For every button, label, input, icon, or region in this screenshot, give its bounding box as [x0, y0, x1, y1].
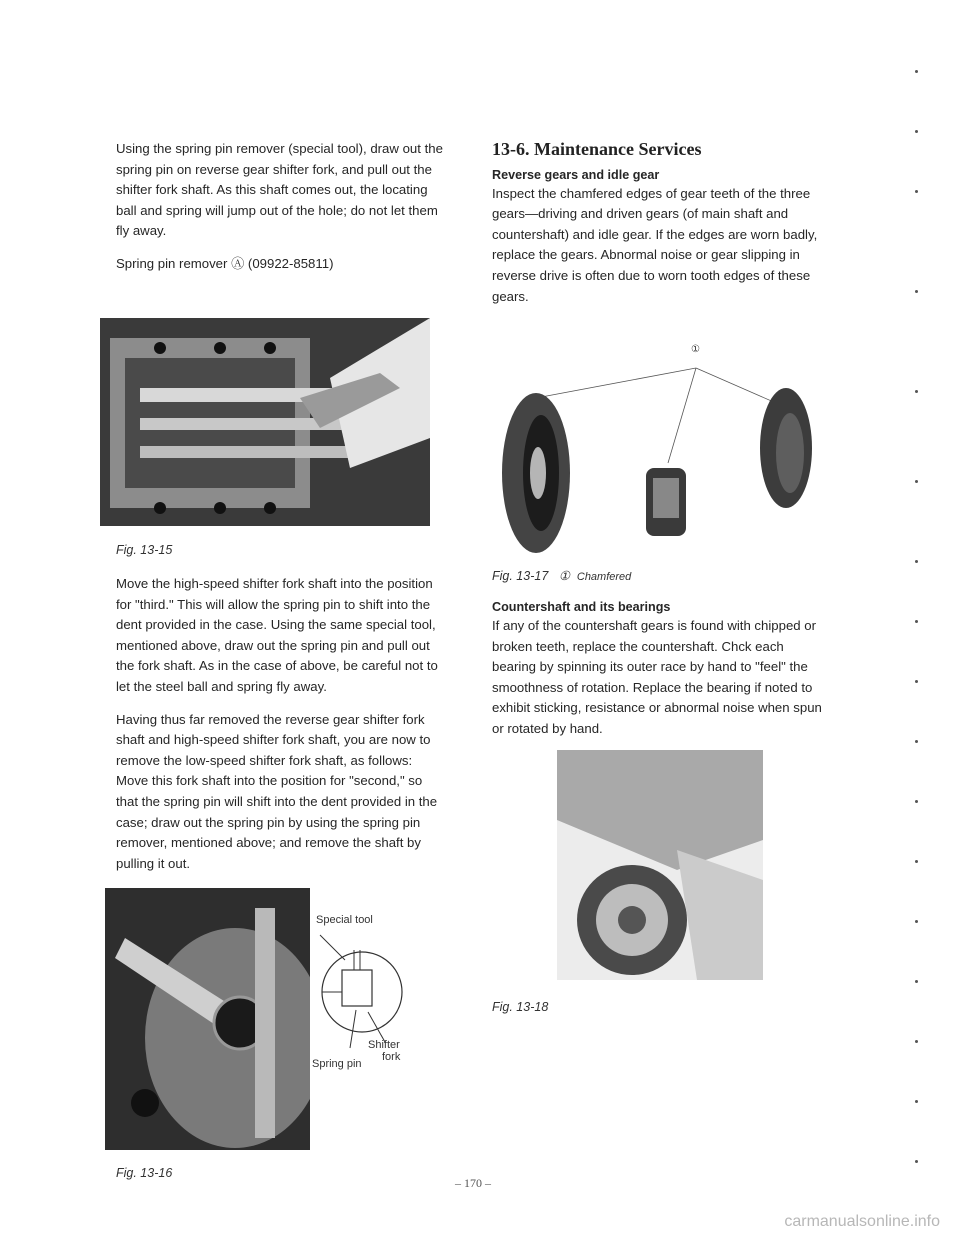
inset-label-shifter: Shifter: [368, 1039, 400, 1051]
right-column: [492, 139, 822, 319]
photo-bearing-check: [557, 750, 763, 980]
para-low-speed-shaft: Having thus far removed the reverse gear shifter fork shaft and high-speed shifter fork shaft, you are now to remove the low-speed shifter fork shaft, as follows: Move this fork shaft into the position for "second," so that the spring pin will shift into the dent provided in the case; draw out the spring pin by using the spring pin remover, mentioned above; and remove the shaft by pulling it out.: [116, 711, 438, 871]
left-column-middle: [116, 574, 446, 886]
tool-reference: Spring pin remover Ⓐ (09922-85811): [116, 255, 334, 271]
fig-13-17-marker: ①: [558, 569, 570, 583]
inset-label-fork: fork: [382, 1051, 401, 1063]
left-column: [116, 139, 446, 287]
fig-13-17-label: Chamfered: [576, 571, 632, 583]
inset-diagram: [310, 930, 420, 1060]
para-high-speed-shaft: Move the high-speed shifter fork shaft into the position for "third." This will allow the spring pin to shift into the dent provided in the case. Using the same special tool, mentioned above, draw out the spring pin and pull out the fork shaft. As in the case of above, be careful not to let the steel ball and spring fly away.: [116, 576, 438, 694]
fig-13-17-number: Fig. 13-17: [492, 569, 549, 583]
photo-three-gears: [496, 358, 830, 556]
subhead-reverse-gears: Reverse gears and idle gear: [492, 167, 660, 182]
scan-margin-marks: [906, 60, 918, 1180]
fig-13-16-caption: Fig. 13-16: [116, 1166, 173, 1180]
page-number: – 170 –: [455, 1176, 491, 1190]
inset-label-spring-pin: Spring pin: [312, 1058, 362, 1070]
para-spring-pin-remover: Using the spring pin remover (special tool), draw out the spring pin on reverse gear shifter fork, and pull out the shifter fork shaft. As this shaft comes out, the locating ball and spring will jump out of the hole; do not let them fly away.: [116, 141, 443, 239]
subhead-countershaft: Countershaft and its bearings: [492, 600, 671, 614]
right-column-middle: [492, 598, 822, 752]
fig-13-17-caption: [492, 568, 631, 583]
section-heading: 13-6. Maintenance Services: [492, 139, 702, 159]
para-reverse-gears: Inspect the chamfered edges of gear teeth of the three gears—driving and driven gears (of main shaft and countershaft) and idle gear. If the edges are worn badly, replace the gears. Abnormal noise or gear slipping in reverse drive is often due to worn tooth edges of these gears.: [492, 185, 818, 304]
inset-label-special-tool: Special tool: [316, 914, 373, 926]
fig-13-15-caption: Fig. 13-15: [116, 543, 173, 557]
para-countershaft: If any of the countershaft gears is found with chipped or broken teeth, replace the countershaft. Chck each bearing by spinning its outer race by hand to "feel" the smoothness of rotation. Replace the bearing if noted to exhibit sticking, resistance or abnormal noise when spun or rotated by hand.: [492, 618, 822, 736]
photo-spring-pin-removal: [105, 888, 310, 1150]
gear-marker: ①: [691, 344, 700, 355]
photo-shifter-fork-shaft: [100, 318, 430, 526]
watermark: carmanualsonline.info: [784, 1213, 940, 1230]
fig-13-18-caption: Fig. 13-18: [492, 1000, 549, 1014]
